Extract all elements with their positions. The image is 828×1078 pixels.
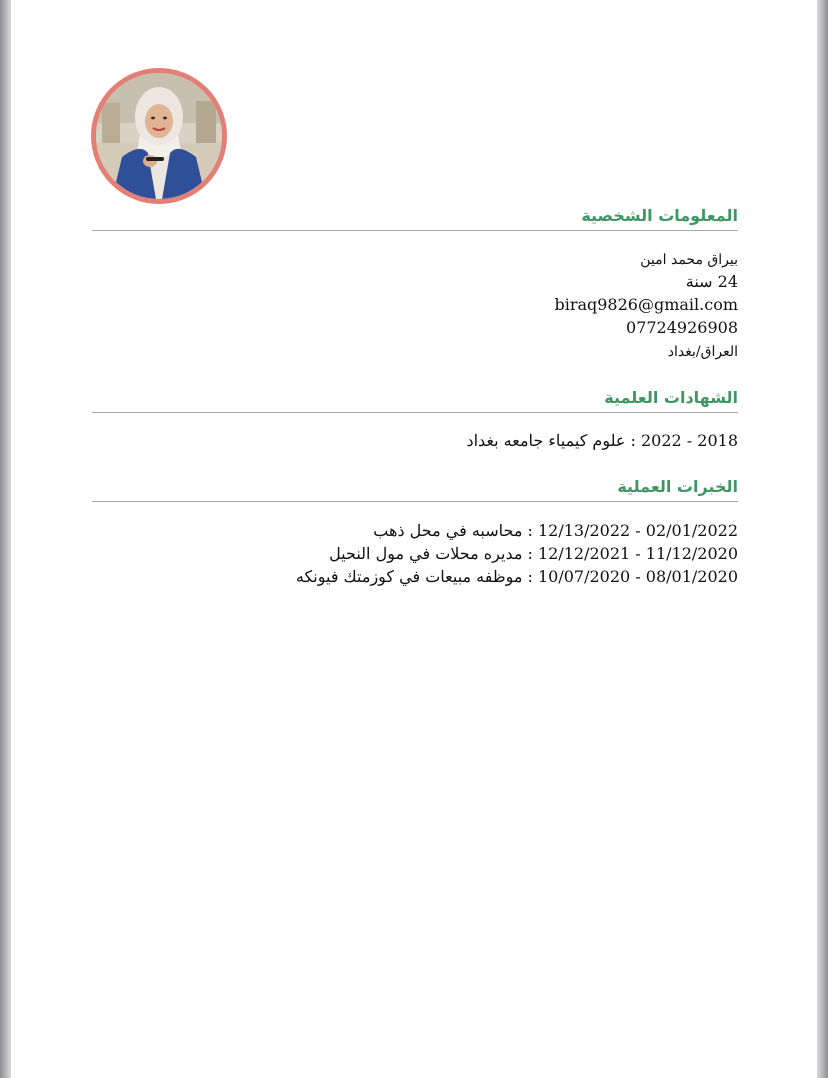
experience-dates: 08/01/2020 - 10/07/2020 xyxy=(537,567,738,586)
experience-dates: 02/01/2022 - 12/13/2022 xyxy=(537,521,738,540)
cv-page xyxy=(11,0,817,1078)
education-text: علوم كيمياء جامعه بغداد xyxy=(466,431,626,450)
experience-heading: الخبرات العملية xyxy=(617,477,738,496)
section-divider xyxy=(92,412,738,413)
education-heading: الشهادات العلمية xyxy=(604,388,738,407)
section-divider xyxy=(92,230,738,231)
experience-item: 11/12/2020 - 12/12/2021 : مديره محلات في مول النحيل xyxy=(329,544,738,563)
experience-item: 02/01/2022 - 12/13/2022 : محاسبه في محل ذهب xyxy=(373,521,738,540)
person-phone: 07724926908 xyxy=(626,318,738,337)
profile-photo-image xyxy=(96,73,222,199)
person-email: biraq9826@gmail.com xyxy=(554,295,738,314)
person-age: 24 سنة xyxy=(685,272,738,291)
experience-text: موظفه مبيعات في كوزمتك فيونكه xyxy=(295,567,523,586)
experience-dates: 11/12/2020 - 12/12/2021 xyxy=(537,544,738,563)
experience-text: مديره محلات في مول النحيل xyxy=(329,544,523,563)
experience-item: 08/01/2020 - 10/07/2020 : موظفه مبيعات في كوزمتك فيونكه xyxy=(295,567,738,586)
education-dates: 2018 - 2022 xyxy=(640,431,738,450)
education-item: 2018 - 2022 : علوم كيمياء جامعه بغداد xyxy=(466,431,738,450)
person-address: العراق/بغداد xyxy=(667,344,738,360)
personal-info-heading: المعلومات الشخصية xyxy=(581,206,738,225)
person-name: بيراق محمد امين xyxy=(640,252,738,268)
profile-photo xyxy=(91,68,227,204)
experience-text: محاسبه في محل ذهب xyxy=(373,521,523,540)
section-divider xyxy=(92,501,738,502)
